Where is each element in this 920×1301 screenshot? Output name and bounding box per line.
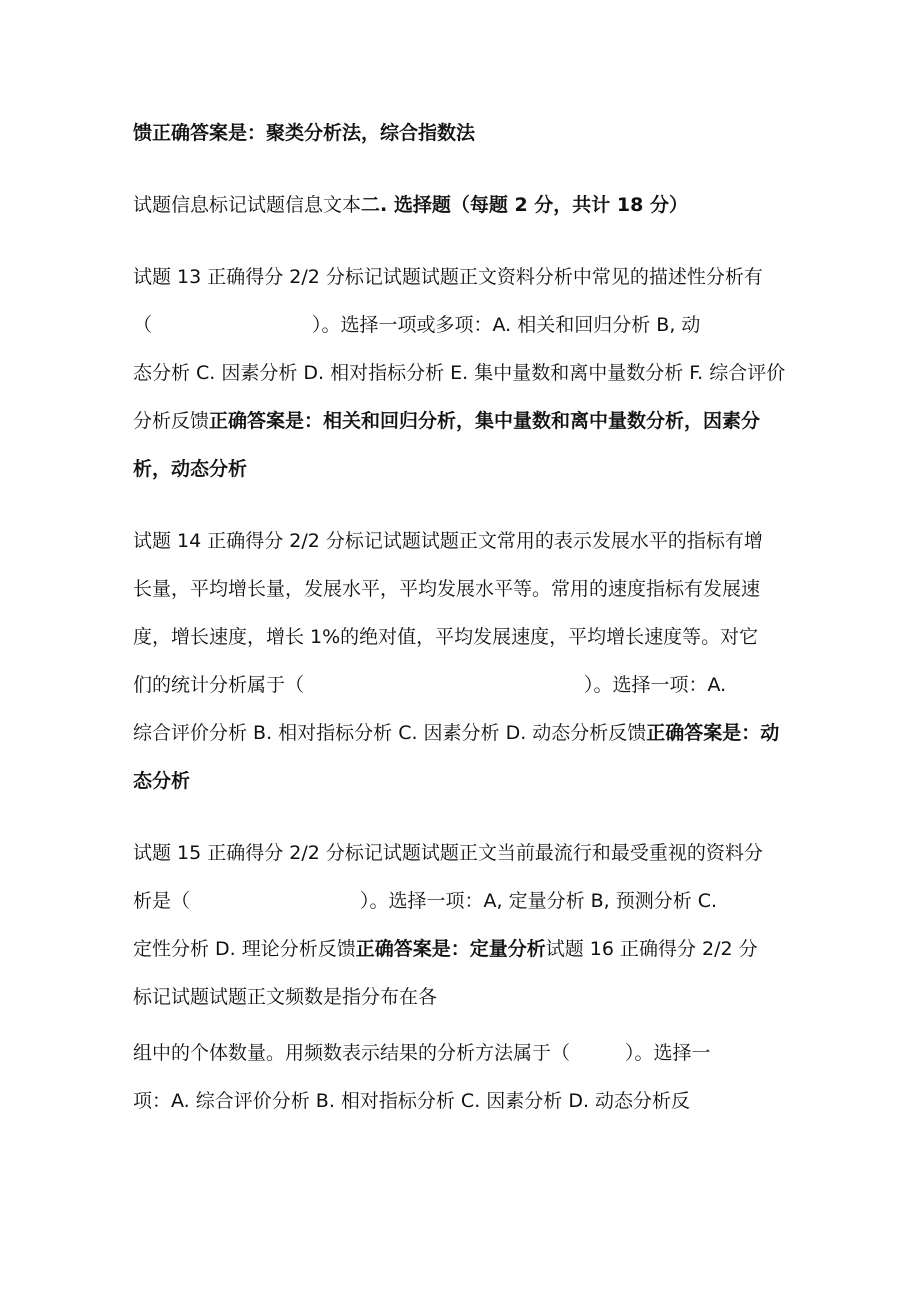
- question-13-line-5: [133, 457, 247, 481]
- answer-text: 馈正确答案是：聚类分析法，综合指数法: [133, 122, 476, 144]
- question-text: 们的统计分析属于（: [133, 674, 305, 696]
- question-text: ）。选择一项：A.: [584, 674, 727, 696]
- question-14-line-5: [133, 721, 779, 745]
- question-text: ）。选择一: [625, 1042, 711, 1064]
- answer-text: 正确答案是：动: [646, 722, 780, 744]
- question-text: 组中的个体数量。用频数表示结果的分析方法属于（: [133, 1042, 571, 1064]
- answer-feedback-line: [133, 121, 475, 145]
- question-text: 试题 14 正确得分 2/2 分标记试题试题正文常用的表示发展水平的指标有增: [133, 530, 763, 552]
- answer-text: 析，动态分析: [133, 458, 248, 480]
- question-14-line-3: [133, 625, 758, 649]
- question-text: 态分析 C. 因素分析 D. 相对指标分析 E. 集中量数和离中量数分析 F. 综合评价: [133, 362, 786, 384]
- question-16-line-1: [133, 985, 437, 1009]
- question-text: 定性分析 D. 理论分析反馈: [133, 938, 356, 960]
- question-15-line-3: [133, 937, 758, 961]
- section-title: 二. 选择题（每题 2 分，共计 18 分）: [361, 194, 688, 216]
- question-13-line-2: [133, 313, 700, 337]
- question-15-line-2: [133, 889, 717, 913]
- answer-text: 态分析: [133, 770, 191, 792]
- question-14-line-2: [133, 577, 760, 601]
- answer-text: 正确答案是：相关和回归分析，集中量数和离中量数分析，因素分: [209, 410, 761, 432]
- question-15-line-1: [133, 841, 763, 865]
- question-text: 试题 16 正确得分 2/2 分: [545, 938, 758, 960]
- answer-text: 正确答案是：定量分析: [355, 938, 546, 960]
- question-text: ）。选择一项或多项：A. 相关和回归分析 B, 动: [312, 314, 701, 336]
- question-text: （: [133, 314, 153, 336]
- question-text: 标记试题试题正文频数是指分布在各: [133, 986, 438, 1008]
- question-13-line-1: [133, 265, 763, 289]
- question-14-line-4: [133, 673, 726, 697]
- feedback-label: 分析反馈: [133, 410, 210, 432]
- question-text: 试题 15 正确得分 2/2 分标记试题试题正文当前最流行和最受重视的资料分: [133, 842, 763, 864]
- question-13-line-3: [133, 361, 785, 385]
- question-text: 长量，平均增长量，发展水平，平均发展水平等。常用的速度指标有发展速: [133, 578, 761, 600]
- question-text: 析是（: [133, 890, 191, 912]
- question-info-label: 试题信息标记试题信息文本: [133, 194, 362, 216]
- question-16-line-3: [133, 1089, 690, 1113]
- question-text: 项：A. 综合评价分析 B. 相对指标分析 C. 因素分析 D. 动态分析反: [133, 1090, 691, 1112]
- question-14-line-1: [133, 529, 763, 553]
- question-text: ）。选择一项：A, 定量分析 B, 预测分析 C.: [360, 890, 718, 912]
- section-header-line: [133, 193, 688, 217]
- question-text: 度，增长速度，增长 1%的绝对值，平均发展速度，平均增长速度等。对它: [133, 626, 759, 648]
- question-text: 综合评价分析 B. 相对指标分析 C. 因素分析 D. 动态分析反馈: [133, 722, 647, 744]
- question-14-line-6: [133, 769, 190, 793]
- question-13-line-4: [133, 409, 760, 433]
- question-text: 试题 13 正确得分 2/2 分标记试题试题正文资料分析中常见的描述性分析有: [133, 266, 763, 288]
- question-16-line-2: [133, 1041, 711, 1065]
